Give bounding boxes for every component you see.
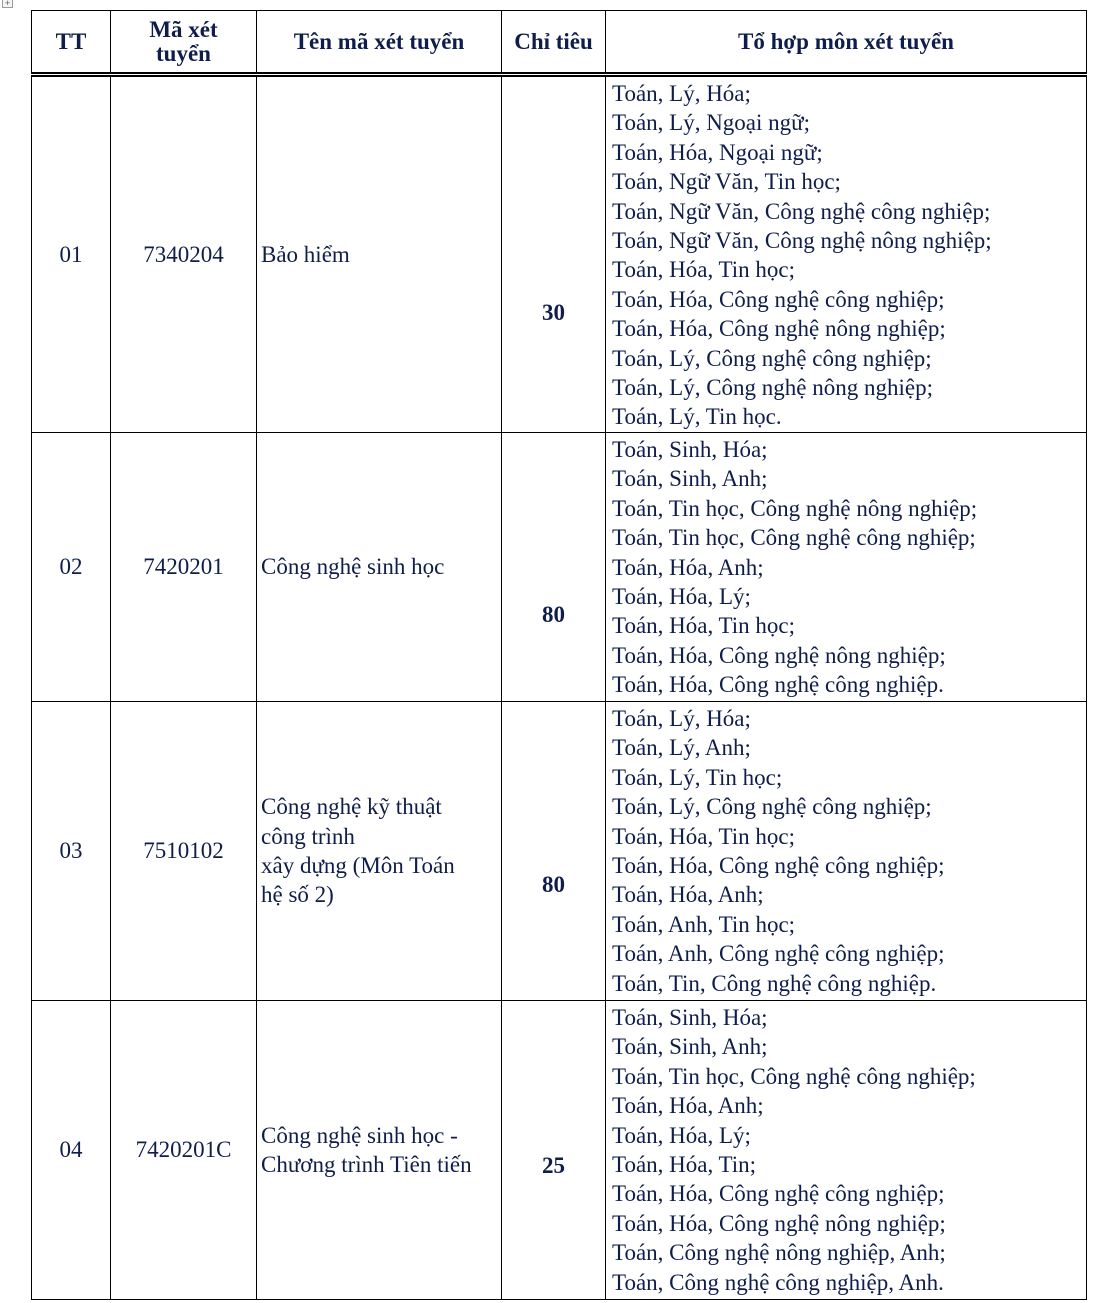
subject-combination: Toán, Lý, Anh;: [612, 735, 751, 761]
subject-combination: Toán, Ngữ Văn, Công nghệ nông nghiệp;: [612, 228, 992, 254]
header-row: [32, 11, 1087, 75]
program-name-line: công trình: [261, 823, 355, 849]
subject-combination: Toán, Hóa, Tin học;: [612, 257, 796, 283]
subject-combination: Toán, Hóa, Anh;: [612, 1093, 764, 1119]
program-name-line: Chương trình Tiên tiến: [261, 1152, 472, 1177]
subject-combination: Toán, Lý, Ngoại ngữ;: [612, 110, 811, 136]
cell-program-name: [257, 75, 502, 433]
cell-code: 7420201: [111, 433, 257, 702]
subject-combination: Toán, Hóa, Công nghệ nông nghiệp;: [612, 642, 946, 668]
subject-combination: Toán, Tin học, Công nghệ công nghiệp;: [612, 525, 976, 551]
cell-subject-combinations: [606, 1001, 1087, 1300]
subject-combination: Toán, Sinh, Hóa;: [612, 1005, 768, 1030]
program-name-line: hệ số 2): [261, 882, 334, 908]
program-name-line: Công nghệ sinh học: [261, 554, 445, 580]
header-quota: Chỉ tiêu: [502, 11, 606, 75]
header-code-line2: tuyển: [156, 40, 211, 66]
subject-combination: Toán, Lý, Công nghệ công nghiệp;: [612, 345, 932, 371]
cell-quota: [502, 1001, 606, 1300]
table-row: [32, 433, 1087, 702]
subject-combination: Toán, Anh, Tin học;: [612, 911, 796, 937]
cell-subject-combinations: [606, 75, 1087, 433]
subject-combination: Toán, Tin học, Công nghệ nông nghiệp;: [612, 495, 978, 521]
quota-value: 30: [542, 299, 565, 325]
cell-tt: 03: [32, 702, 111, 1001]
subject-combination: Toán, Hóa, Công nghệ công nghiệp;: [612, 1181, 945, 1207]
subject-combination: Toán, Sinh, Anh;: [612, 466, 768, 492]
cell-program-name: [257, 702, 502, 1001]
subject-combination: Toán, Công nghệ nông nghiệp, Anh;: [612, 1240, 946, 1266]
subject-combination: Toán, Hóa, Công nghệ công nghiệp;: [612, 286, 945, 312]
header-combo: Tổ hợp môn xét tuyển: [606, 11, 1087, 75]
subject-combination: Toán, Lý, Hóa;: [612, 706, 751, 731]
cell-code: 7510102: [111, 702, 257, 1001]
program-name-line: xây dựng (Môn Toán: [261, 853, 455, 878]
subject-combination: Toán, Hóa, Ngoại ngữ;: [612, 139, 823, 165]
cell-tt: 01: [32, 75, 111, 433]
subject-combination: Toán, Sinh, Anh;: [612, 1034, 768, 1060]
cell-program-name: [257, 433, 502, 702]
table-body: [32, 75, 1087, 1300]
cell-tt: 02: [32, 433, 111, 702]
subject-combination: Toán, Hóa, Tin học;: [612, 823, 796, 849]
header-code: [111, 11, 257, 75]
subject-combination: Toán, Lý, Tin học;: [612, 764, 783, 790]
subject-combination: Toán, Hóa, Công nghệ nông nghiệp;: [612, 316, 946, 342]
header-code-line1: Mã xét: [149, 16, 218, 42]
subject-combination: Toán, Tin học, Công nghệ công nghiệp;: [612, 1063, 976, 1089]
subject-combination: Toán, Lý, Công nghệ nông nghiệp;: [612, 375, 933, 401]
subject-combination: Toán, Anh, Công nghệ công nghiệp;: [612, 941, 945, 967]
subject-combination: Toán, Hóa, Tin;: [612, 1152, 757, 1178]
subject-combination: Toán, Hóa, Công nghệ công nghiệp;: [612, 853, 945, 879]
cell-subject-combinations: [606, 433, 1087, 702]
quota-value: 80: [542, 602, 565, 628]
cell-code: 7420201C: [111, 1001, 257, 1300]
subject-combination: Toán, Hóa, Tin học;: [612, 613, 796, 639]
subject-combination: Toán, Hóa, Anh;: [612, 554, 764, 580]
subject-combination: Toán, Công nghệ công nghiệp, Anh.: [612, 1269, 944, 1295]
subject-combination: Toán, Sinh, Hóa;: [612, 437, 768, 462]
subject-combination: Toán, Lý, Công nghệ công nghiệp;: [612, 794, 932, 820]
subject-combination: Toán, Hóa, Anh;: [612, 882, 764, 908]
cell-tt: 04: [32, 1001, 111, 1300]
cell-code: 7340204: [111, 75, 257, 433]
subject-combination: Toán, Ngữ Văn, Tin học;: [612, 169, 841, 195]
subject-combination: Toán, Lý, Hóa;: [612, 81, 751, 106]
subject-combination: Toán, Hóa, Lý;: [612, 584, 751, 610]
subject-combination: Toán, Hóa, Công nghệ nông nghiệp;: [612, 1210, 946, 1236]
cell-quota: [502, 433, 606, 702]
cell-quota: [502, 702, 606, 1001]
table-move-handle[interactable]: +: [2, 0, 13, 8]
program-name-line: Công nghệ kỹ thuật: [261, 794, 442, 820]
cell-program-name: [257, 1001, 502, 1300]
program-name-line: Bảo hiểm: [261, 241, 350, 267]
program-name-line: Công nghệ sinh học -: [261, 1122, 458, 1148]
subject-combination: Toán, Hóa, Công nghệ công nghiệp.: [612, 672, 944, 698]
subject-combination: Toán, Hóa, Lý;: [612, 1122, 751, 1148]
quota-value: 80: [542, 872, 565, 898]
cell-subject-combinations: [606, 702, 1087, 1001]
subject-combination: Toán, Tin, Công nghệ công nghiệp.: [612, 970, 937, 996]
subject-combination: Toán, Ngữ Văn, Công nghệ công nghiệp;: [612, 198, 991, 224]
table-row: [32, 1001, 1087, 1300]
table-row: [32, 75, 1087, 433]
quota-value: 25: [542, 1153, 565, 1179]
header-tt: TT: [32, 11, 111, 75]
admission-table: [31, 10, 1087, 1300]
table-row: [32, 702, 1087, 1001]
cell-quota: [502, 75, 606, 433]
subject-combination: Toán, Lý, Tin học.: [612, 404, 782, 430]
header-name: Tên mã xét tuyển: [257, 11, 502, 75]
